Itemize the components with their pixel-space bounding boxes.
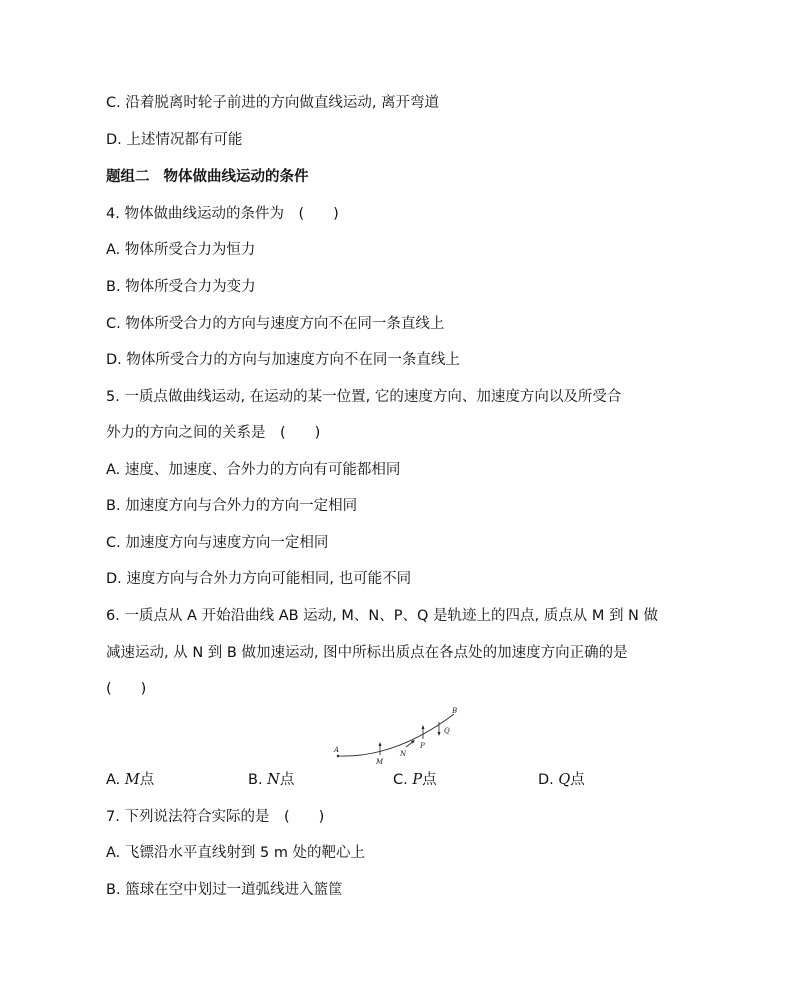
q4-option-a: A. 物体所受合力为恒力 [106, 242, 256, 258]
q5-option-d: D. 速度方向与合外力方向可能相同, 也可能不同 [106, 571, 412, 587]
q5-option-b: B. 加速度方向与合外力的方向一定相同 [106, 498, 358, 514]
q6-stem-line2: 减速运动, 从 N 到 B 做加速运动, 图中所标出质点在各点处的加速度方向正确的是 [106, 645, 628, 661]
arrow-p-head [422, 725, 425, 729]
q4-stem: 4. 物体做曲线运动的条件为 ( ) [106, 206, 339, 222]
q4-option-b: B. 物体所受合力为变力 [106, 279, 256, 295]
q3-option-d: D. 上述情况都有可能 [106, 132, 243, 148]
q6-stem-line1: 6. 一质点从 A 开始沿曲线 AB 运动, M、N、P、Q 是轨迹上的四点, 质点从 M 到 N 做 [106, 608, 659, 624]
group-title [106, 170, 309, 185]
label-q: Q [444, 727, 450, 735]
q6-option-d: D. Q点 [538, 772, 585, 788]
label-a: A [334, 746, 340, 754]
trajectory-curve [338, 714, 454, 756]
q6-option-b: B. N点 [248, 772, 295, 788]
trajectory-figure [326, 706, 476, 766]
group-title-text: 物体做曲线运动的条件 [163, 169, 309, 185]
group-title-label: 题组二 [106, 169, 150, 185]
q7-option-b: B. 篮球在空中划过一道弧线进入篮筐 [106, 882, 343, 898]
arrow-m-head [379, 742, 382, 746]
label-n: N [400, 750, 407, 758]
q5-option-c: C. 加速度方向与速度方向一定相同 [106, 535, 329, 551]
q3-option-c: C. 沿着脱离时轮子前进的方向做直线运动, 离开弯道 [106, 95, 440, 111]
q7-option-a: A. 飞镖沿水平直线射到 5 m 处的靶心上 [106, 845, 366, 861]
q5-option-a: A. 速度、加速度、合外力的方向有可能都相同 [106, 462, 401, 478]
q5-stem-line2: 外力的方向之间的关系是 ( ) [106, 425, 321, 441]
label-m: M [376, 758, 384, 766]
q5-stem-line1: 5. 一质点做曲线运动, 在运动的某一位置, 它的速度方向、加速度方向以及所受合 [106, 389, 622, 405]
label-b: B [452, 707, 458, 715]
q6-option-c: C. P点 [393, 772, 437, 788]
q6-option-a: A. M点 [106, 772, 155, 788]
q7-stem: 7. 下列说法符合实际的是 ( ) [106, 809, 325, 825]
q4-option-d: D. 物体所受合力的方向与加速度方向不在同一条直线上 [106, 352, 460, 368]
q6-options [0, 773, 794, 793]
label-p: P [420, 742, 425, 750]
q4-option-c: C. 物体所受合力的方向与速度方向不在同一条直线上 [106, 316, 445, 332]
point-a [337, 755, 339, 757]
arrow-q-head [438, 732, 441, 736]
q6-answer-paren: ( ) [106, 681, 147, 697]
